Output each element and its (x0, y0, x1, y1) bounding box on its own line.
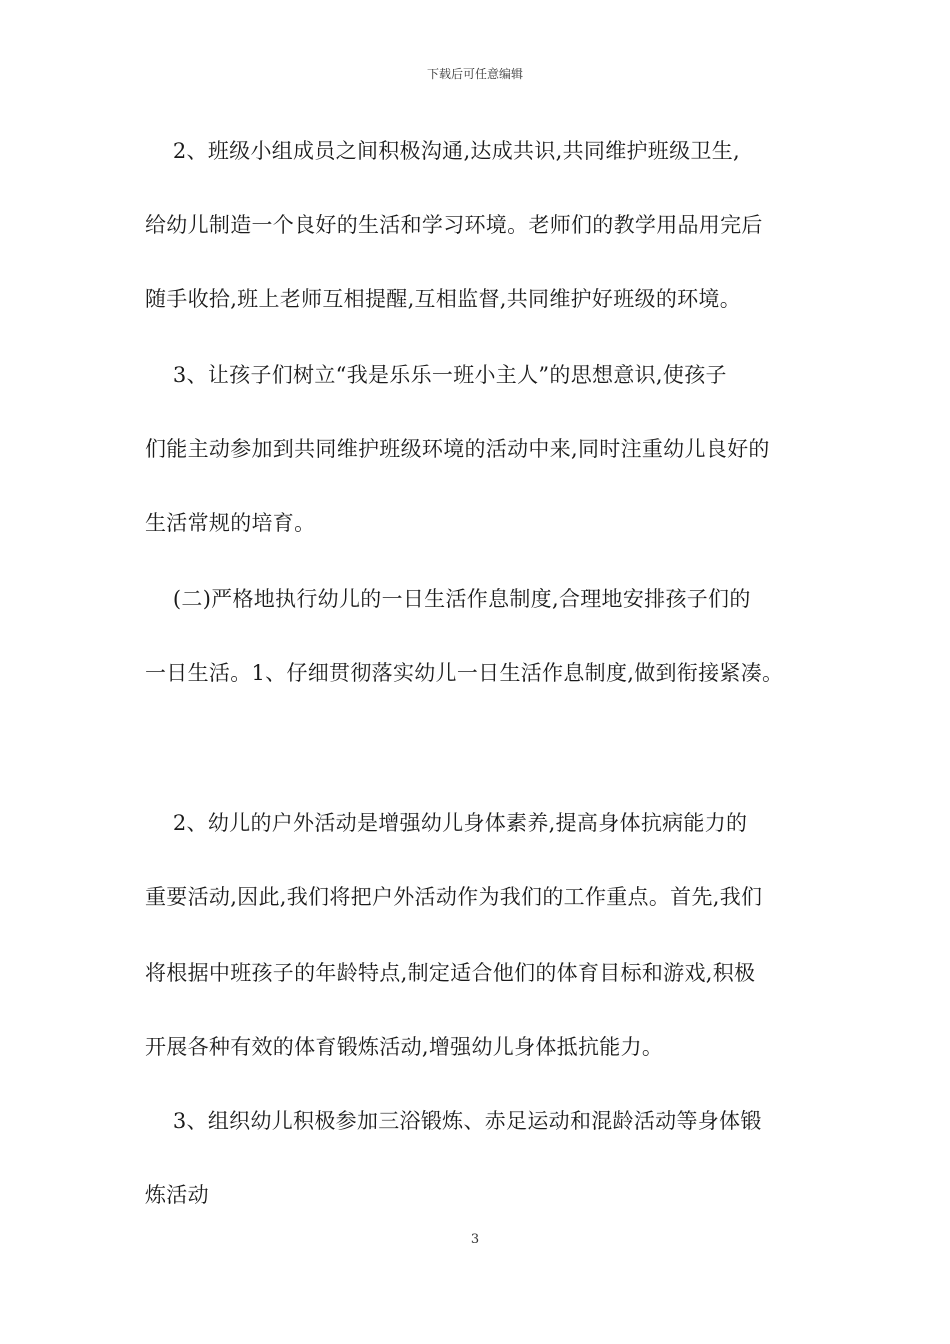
text-line: 将根据中班孩子的年龄特点,制定适合他们的体育目标和游戏,积极 (145, 961, 756, 985)
text-line: 开展各种有效的体育锻炼活动,增强幼儿身体抵抗能力。 (145, 1035, 664, 1059)
page-header: 下载后可任意编辑 (426, 67, 523, 81)
text-line: 2、班级小组成员之间积极沟通,达成共识,共同维护班级卫生, (145, 139, 740, 163)
text-line: 生活常规的培育。 (145, 511, 316, 535)
text-line: 给幼儿制造一个良好的生活和学习环境。老师们的教学用品用完后 (145, 213, 763, 237)
text-line: 3、组织幼儿积极参加三浴锻炼、赤足运动和混龄活动等身体锻 (145, 1109, 762, 1133)
text-line: 随手收拾,班上老师互相提醒,互相监督,共同维护好班级的环境。 (145, 287, 742, 311)
text-line: 们能主动参加到共同维护班级环境的活动中来,同时注重幼儿良好的 (145, 437, 770, 461)
text-line: 2、幼儿的户外活动是增强幼儿身体素养,提高身体抗病能力的 (145, 811, 748, 835)
text-line: 重要活动,因此,我们将把户外活动作为我们的工作重点。首先,我们 (145, 885, 763, 909)
page-number: 3 (470, 1232, 480, 1247)
text-line: 3、让孩子们树立“我是乐乐一班小主人”的思想意识,使孩子 (145, 363, 727, 387)
text-line: 炼活动 (145, 1183, 209, 1207)
text-line: 一日生活。1、仔细贯彻落实幼儿一日生活作息制度,做到衔接紧凑。 (145, 661, 784, 685)
text-line: (二)严格地执行幼儿的一日生活作息制度,合理地安排孩子们的 (145, 587, 751, 611)
